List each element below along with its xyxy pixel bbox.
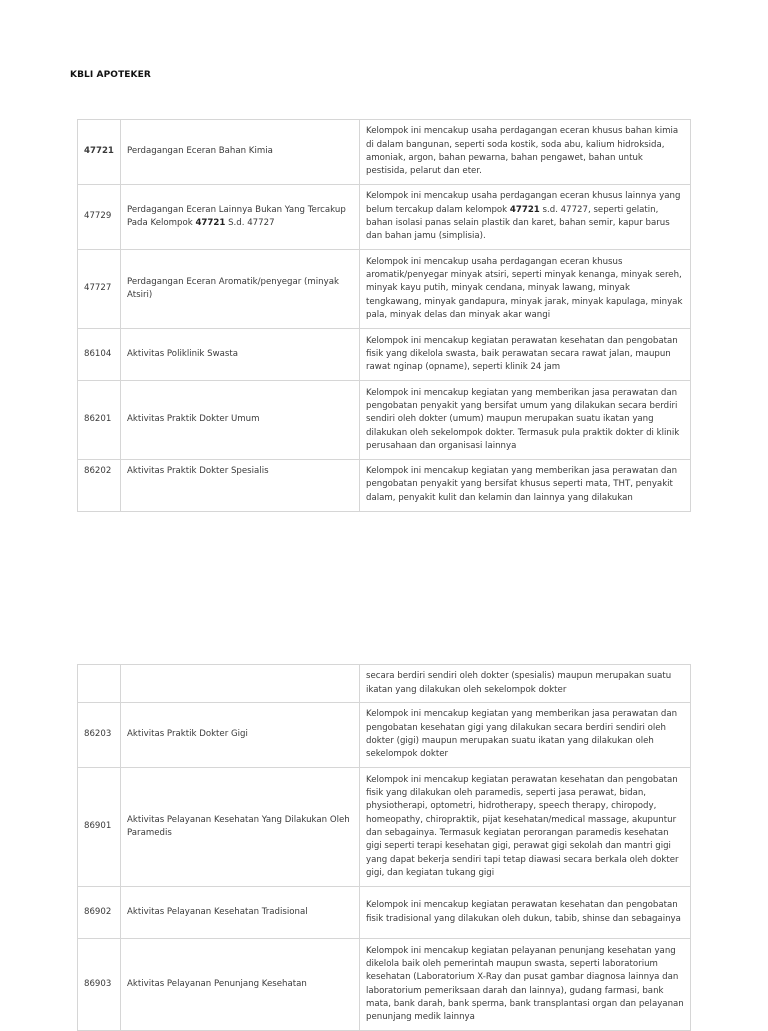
kbli-description: secara berdiri sendiri oleh dokter (spesialis) maupun merupakan suatu ikatan yang dilakukan oleh sekelompok dokter	[360, 665, 691, 703]
kbli-code	[78, 665, 121, 703]
kbli-code: 86902	[78, 887, 121, 939]
kbli-table-page-2	[77, 664, 691, 1031]
kbli-description-text: Kelompok ini mencakup usaha perdagangan eceran khusus lainnya yang belum tercakup dalam kelompok	[366, 191, 681, 215]
kbli-description-text: s.d. 47727, seperti gelatin, bahan isolasi panas selain plastik dan karet, bahan semir, kapur barus dan bahan jamu (simplisia).	[366, 204, 670, 242]
kbli-code: 47727	[78, 250, 121, 329]
kbli-description: Kelompok ini mencakup kegiatan perawatan kesehatan dan pengobatan fisik tradisional yang dilakukan oleh dukun, tabib, shinse dan sebagainya	[360, 887, 691, 939]
kbli-description: Kelompok ini mencakup kegiatan perawatan kesehatan dan pengobatan fisik yang dilakukan oleh paramedis, seperti jasa perawat, bidan, physiotherapi, optometri, hidrotherapy, speech therapy, chiropody, homeopathy, chiropraktik, pijat kesehatan/medical massage, akupuntur dan sebagainya. Termasuk kegiatan perorangan paramedis kesehatan gigi seperti terapi kesehatan gigi, perawat gigi sekolah dan mantri gigi yang dapat bekerja sendiri tapi tetap diawasi secara berkala oleh dokter gigi, dan kegiatan tukang gigi	[360, 768, 691, 887]
kbli-description: Kelompok ini mencakup usaha perdagangan eceran khusus aromatik/penyegar minyak atsiri, seperti minyak kenanga, minyak sereh, minyak kayu putih, minyak cendana, minyak lawang, minyak tengkawang, minyak gandapura, minyak jarak, minyak kapulaga, minyak pala, minyak delas dan minyak akar wangi	[360, 250, 691, 329]
kbli-description	[360, 185, 691, 250]
kbli-table-page-1	[77, 119, 691, 512]
kbli-code: 47721	[78, 120, 121, 185]
kbli-description: Kelompok ini mencakup kegiatan yang memberikan jasa perawatan dan pengobatan penyakit yang bersifat umum yang dilakukan secara berdiri sendiri oleh dokter (umum) maupun merupakan suatu ikatan yang dilakukan oleh sekelompok dokter. Termasuk pula praktik dokter di klinik perusahaan dan organisasi lainnya	[360, 381, 691, 460]
kbli-name: Aktivitas Pelayanan Penunjang Kesehatan	[121, 939, 360, 1031]
kbli-name	[121, 665, 360, 703]
kbli-code: 86202	[78, 460, 121, 512]
table-row	[78, 250, 691, 329]
document-title: KBLI APOTEKER	[70, 70, 151, 80]
kbli-code: 86903	[78, 939, 121, 1031]
kbli-code: 86901	[78, 768, 121, 887]
table-row	[78, 665, 691, 703]
table-row	[78, 887, 691, 939]
kbli-code: 86104	[78, 329, 121, 381]
kbli-description: Kelompok ini mencakup kegiatan perawatan kesehatan dan pengobatan fisik yang dikelola swasta, baik perawatan secara rawat jalan, maupun rawat nginap (opname), seperti klinik 24 jam	[360, 329, 691, 381]
kbli-name: Perdagangan Eceran Bahan Kimia	[121, 120, 360, 185]
kbli-name-bold-code: 47721	[195, 218, 226, 228]
kbli-name-text: Perdagangan Eceran Lainnya Bukan Yang Tercakup Pada Kelompok	[127, 204, 346, 228]
table-row	[78, 460, 691, 512]
table-row	[78, 329, 691, 381]
kbli-code: 86203	[78, 703, 121, 768]
table-row	[78, 381, 691, 460]
kbli-description: Kelompok ini mencakup kegiatan yang memberikan jasa perawatan dan pengobatan penyakit yang bersifat khusus seperti mata, THT, penyakit dalam, penyakit kulit dan kelamin dan lainnya yang dilakukan	[360, 460, 691, 512]
kbli-name: Aktivitas Praktik Dokter Gigi	[121, 703, 360, 768]
kbli-description: Kelompok ini mencakup usaha perdagangan eceran khusus bahan kimia di dalam bangunan, seperti soda kostik, soda abu, kalium hidroksida, amoniak, argon, bahan pewarna, bahan pengawet, bahan untuk pestisida, pelarut dan eter.	[360, 120, 691, 185]
kbli-name: Aktivitas Praktik Dokter Umum	[121, 381, 360, 460]
kbli-name: Aktivitas Praktik Dokter Spesialis	[121, 460, 360, 512]
kbli-name: Perdagangan Eceran Aromatik/penyegar (minyak Atsiri)	[121, 250, 360, 329]
table-row	[78, 703, 691, 768]
table-row	[78, 939, 691, 1031]
kbli-name: Aktivitas Pelayanan Kesehatan Tradisional	[121, 887, 360, 939]
kbli-name: Aktivitas Pelayanan Kesehatan Yang Dilakukan Oleh Paramedis	[121, 768, 360, 887]
kbli-code: 86201	[78, 381, 121, 460]
table-row	[78, 185, 691, 250]
kbli-description-bold-code: 47721	[509, 204, 540, 215]
kbli-description: Kelompok ini mencakup kegiatan pelayanan penunjang kesehatan yang dikelola baik oleh pemerintah maupun swasta, seperti laboratorium kesehatan (Laboratorium X-Ray dan pusat gambar diagnosa lainnya dan laboratorium pemeriksaan darah dan lainnya), gudang farmasi, bank mata, bank darah, bank sperma, bank transplantasi organ dan pelayanan penunjang medik lainnya	[360, 939, 691, 1031]
table-row	[78, 768, 691, 887]
kbli-code: 47729	[78, 185, 121, 250]
kbli-name: Aktivitas Poliklinik Swasta	[121, 329, 360, 381]
kbli-name	[121, 185, 360, 250]
kbli-description: Kelompok ini mencakup kegiatan yang memberikan jasa perawatan dan pengobatan kesehatan gigi yang dilakukan secara berdiri sendiri oleh dokter (gigi) maupun merupakan suatu ikatan yang dilakukan oleh sekelompok dokter	[360, 703, 691, 768]
kbli-name-text: S.d. 47727	[225, 218, 275, 228]
table-row	[78, 120, 691, 185]
